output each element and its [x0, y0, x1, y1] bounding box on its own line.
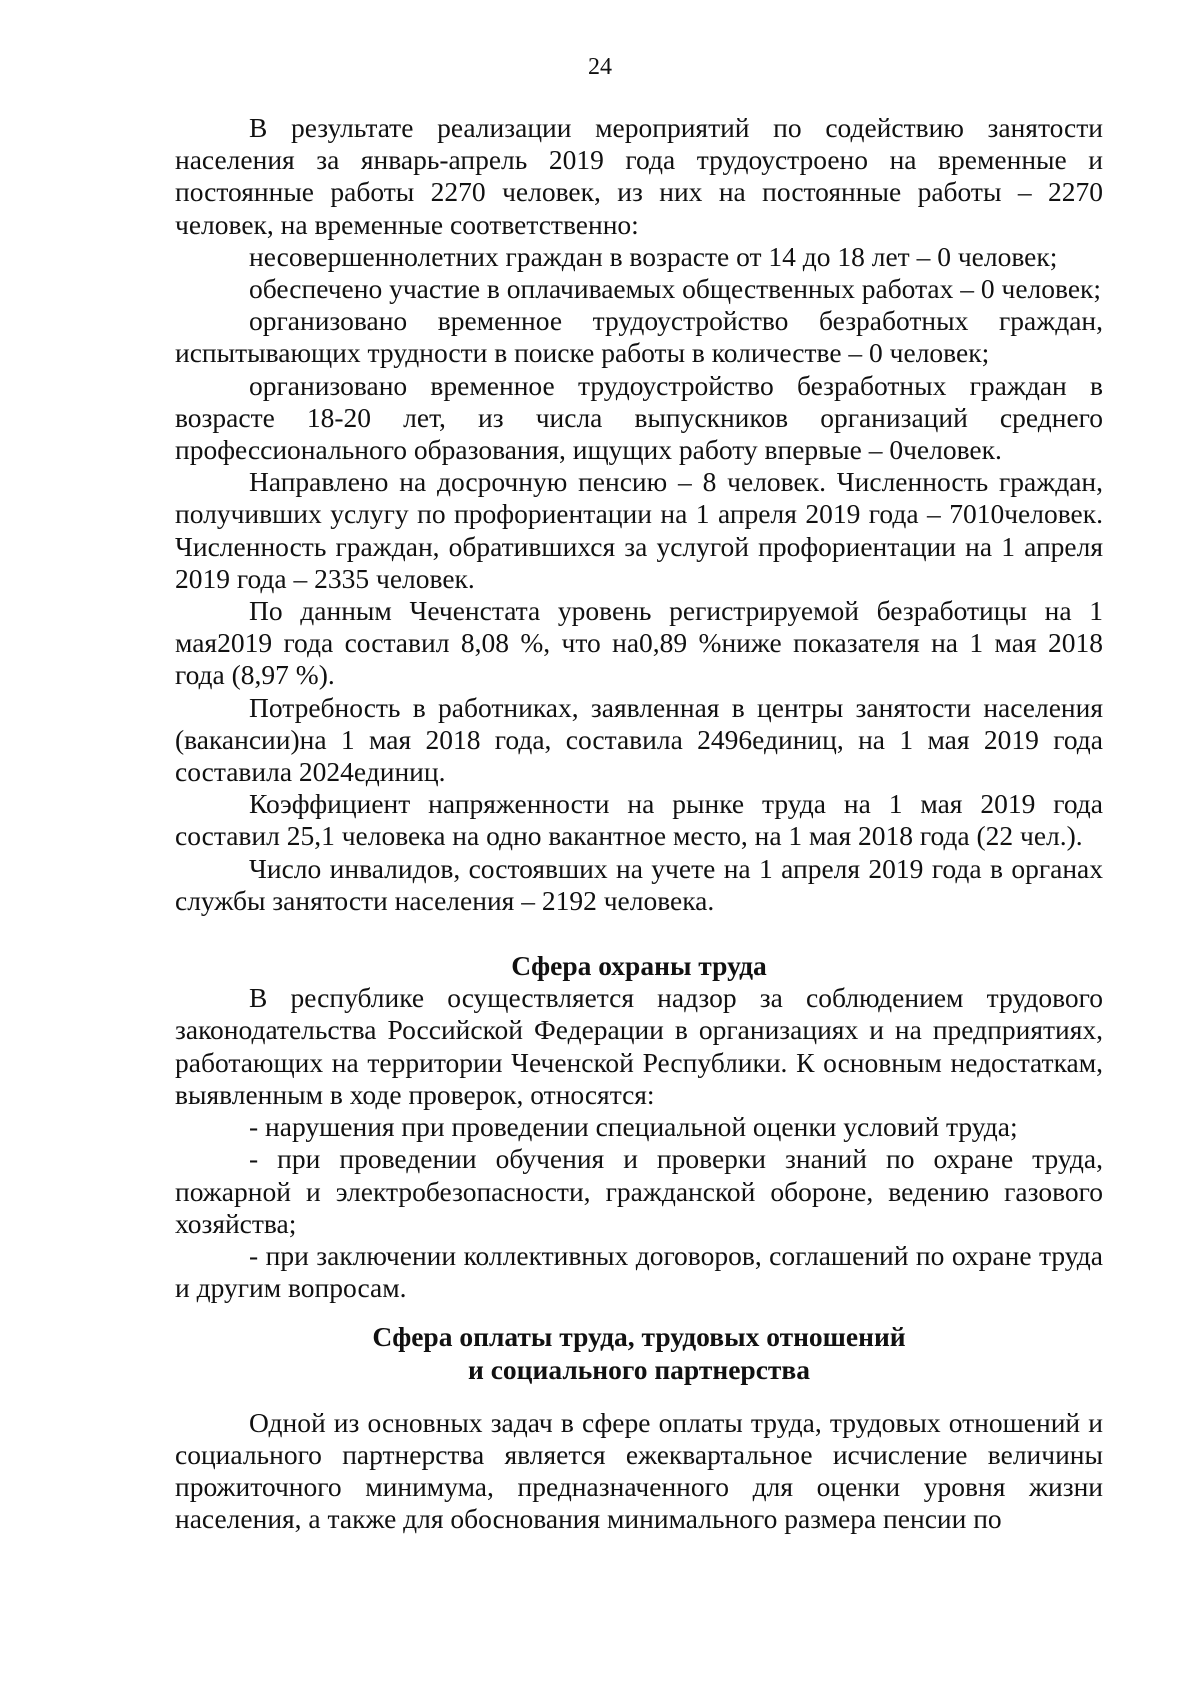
- paragraph-early-pension: Направлено на досрочную пенсию – 8 человек. Численность граждан, получивших услугу по профориентации на 1 апреля 2019 года – 7010человек. Численность граждан, обратившихся за услугой профориентации на 1 апреля 2019 года – 2335 человек.: [175, 466, 1103, 594]
- paragraph-tension-coefficient: Коэффициент напряженности на рынке труда на 1 мая 2019 года составил 25,1 человека на одно вакантное место, на 1 мая 2018 года (22 чел.).: [175, 788, 1103, 852]
- document-body: [175, 112, 1103, 1536]
- section-heading-wages-line2: и социального партнерства: [467, 1353, 811, 1385]
- paragraph-minors: несовершеннолетних граждан в возрасте от 14 до 18 лет – 0 человек;: [249, 240, 1058, 272]
- section-heading-wages: [175, 1321, 1103, 1385]
- section-heading-wages-line1: Сфера оплаты труда, трудовых отношений: [372, 1321, 906, 1353]
- paragraph-vacancies: Потребность в работниках, заявленная в центры занятости населения (вакансии)на 1 мая 2018 года, составила 2496единиц, на 1 мая 2019 года составила 2024единиц.: [175, 691, 1103, 788]
- paragraph-employment-results: В результате реализации мероприятий по содействию занятости населения за январь-апрель 2019 года трудоустроено на временные и постоянные работы 2270 человек, из них на постоянные работы – 2270 человек, на временные соответственно:: [175, 112, 1103, 240]
- list-item-violation-training: - при проведении обучения и проверки знаний по охране труда, пожарной и электробезопасности, гражданской обороне, ведению газового хозяйства;: [175, 1143, 1103, 1239]
- paragraph-unemployment-rate: По данным Чеченстата уровень регистрируемой безработицы на 1 мая2019 года составил 8,08 %, что на0,89 %ниже показателя на 1 мая 2018 года (8,97 %).: [175, 595, 1103, 691]
- paragraph-temporary-employment: организовано временное трудоустройство безработных граждан, испытывающих трудности в поиске работы в количестве – 0 человек;: [175, 305, 1103, 369]
- paragraph-disabled-persons: Число инвалидов, состоявших на учете на 1 апреля 2019 года в органах службы занятости населения – 2192 человека.: [175, 852, 1103, 916]
- paragraph-public-works: обеспечено участие в оплачиваемых общественных работах – 0 человек;: [249, 273, 1102, 305]
- page-number: 24: [588, 54, 612, 80]
- paragraph-supervision: В республике осуществляется надзор за соблюдением трудового законодательства Российской Федерации в организациях и на предприятиях, работающих на территории Чеченской Республики. К основным недостаткам, выявленным в ходе проверок, относятся:: [175, 982, 1103, 1110]
- section-heading-labor-safety: Сфера охраны труда: [511, 950, 767, 982]
- paragraph-graduates-employment: организовано временное трудоустройство безработных граждан в возрасте 18-20 лет, из числа выпускников организаций среднего профессионального образования, ищущих работу впервые – 0человек.: [175, 369, 1103, 466]
- list-item-violation-assessment: - нарушения при проведении специальной оценки условий труда;: [249, 1111, 1018, 1143]
- paragraph-subsistence-minimum: Одной из основных задач в сфере оплаты труда, трудовых отношений и социального партнерства является ежеквартальное исчисление величины прожиточного минимума, предназначенного для оценки уровня жизни населения, а также для обоснования минимального размера пенсии по: [175, 1406, 1103, 1535]
- list-item-violation-agreements: - при заключении коллективных договоров, соглашений по охране труда и другим вопросам.: [175, 1239, 1103, 1304]
